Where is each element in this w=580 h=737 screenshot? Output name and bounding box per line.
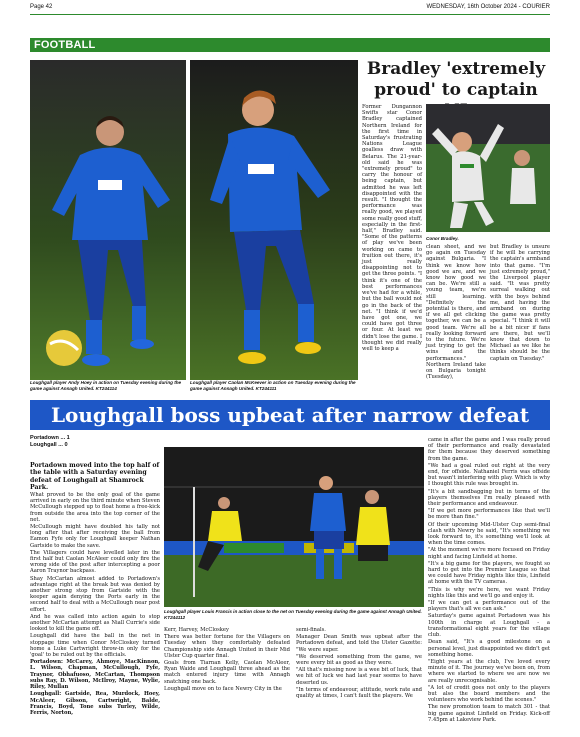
paragraph: Saturday's game against Portadown was his 100th in charge at Loughgall - a transformational eight years for the village club. (428, 613, 550, 639)
section-bar (30, 38, 550, 52)
story2-column-3 (296, 627, 422, 737)
paragraph: Of their upcoming Mid-Ulster Cup semi-final clash with Newry he said, "It's something we look forward to, it's something we'll look at when the time comes. (428, 521, 550, 547)
story1-headline: Bradley 'extremely proud' to captain (366, 59, 546, 100)
lineup-loughgall: Loughgall: Gartside, Rea, Murdock, Hoey, McAleer, Gibson, Cartwright, Balde, Francis, Boyd, Tone subs Turley, Wilde, Ferris, Norton, (30, 691, 160, 716)
paragraph: The Villagers could have levelled later in the first half but Caolan McAleer could only fire the wrong side of the post after intercepting a poor Aaron Traynor backpass. (30, 549, 160, 575)
story1-column-1: Former Dungannon Swifts star Conor Bradley captained Northern Ireland for the first time in Saturday's frustrating Nations League goalless draw with Belarus. The 21-year-old said he was "extremely proud" to carry the honour of being captain, but admitted he was left disappointed with the result. "I thought the performance was really good, we played some really good stuff, especially in the first-half," Bradley said. "Some of the patterns of play we've been working on came to fruition out there, it's just really disappointing not to get the three points. "I think it's one of the best performances we've had for a while, but the ball would not go in the back of the net. "I think if we'd have got one, we could have got three or four. At least we didn't lose the game. I thought we did really well to keep a (362, 104, 422, 352)
story1-column-2: clean sheet, and we go again on Tuesday against Bulgaria. "I think we know how good we are, and we know how good we can be. We're still a young team, we're still learning. "Definitely the potential is there, and if we all get clicking together, we can be a good team. We're all really looking forward to the future. We're just trying to get the wins and the performances." Northern Ireland take on Bulgaria tonight (Tuesday), (426, 244, 486, 381)
story2-headline: Loughgall boss upbeat after narrow defeat (50, 403, 530, 427)
photo-caolan-mckeever (190, 60, 358, 380)
paragraph: Dean said, "It's a good milestone on a personal level, just disappointed we didn't get something home. (428, 639, 550, 658)
score-loughgall: Loughgall ... 0 (30, 442, 68, 448)
section-label: FOOTBALL (34, 39, 96, 51)
paragraph: "If we can get a performance out of the players that's all we can ask." (428, 600, 550, 613)
paragraph: Loughgall did have the ball in the net in stoppage time when Conor McCloskey turned home a Luke Cartwright throw-in only for the 'goal' to be ruled out by the officials. (30, 633, 160, 659)
score-portadown: Portadown ... 1 (30, 435, 70, 441)
story2-column-1 (30, 492, 160, 737)
paragraph: "In terms of endeavour, attitude, work rate and quality at times, I can't fault the players. We (296, 686, 422, 700)
photo-conor-bradley (426, 104, 550, 232)
paragraph: "It's a big game for the players, we fought so hard to get into the Premier League so that we could have Friday nights like this, Linfield at home with the TV cameras. (428, 560, 550, 586)
story2-column-2 (164, 627, 290, 737)
paragraph: semi-finals. (296, 627, 326, 633)
paragraph: And he was called into action again to stop another McCartan attempt as Niall Currie's side looked to kill the game off. (30, 613, 160, 633)
paragraph: "This is why we're here, we want Friday nights like this and we'll go and enjoy it. (428, 586, 550, 599)
paragraph: "Eight years at the club, I've loved every minute of it. The journey we've been on, from where we started to where we are now we are really unrecognisable. (428, 658, 550, 684)
paragraph: Manager Dean Smith was upbeat after the Portadown defeat, and told the Ulster Gazette: "We were super. (296, 634, 422, 653)
paragraph: Shay McCartan almost added to Portadown's advantage right at the break but was denied by another strong stop from Gartside with the keeper again denying the Ports early in the second half to deal with a McCullough near post effort. (30, 575, 160, 613)
caption-conor-bradley: Conor Bradley. (426, 236, 459, 241)
paragraph: "All that's missing now is a wee bit of luck, that we hit of luck we had last year seems to have deserted us. (296, 667, 422, 686)
paragraph: Loughgall move on to face Newry City in the (164, 685, 282, 692)
story2-headline-banner (30, 400, 550, 430)
page-header (30, 4, 550, 14)
date-line: WEDNESDAY, 16th October 2024 - COURIER (426, 4, 550, 10)
photo-louis-francis (164, 447, 424, 607)
header-rule (30, 14, 550, 15)
paragraph: "A lot of credit goes not only to the players but also the board members and the volunteers who work behind the scenes." (428, 684, 550, 704)
paragraph: Kerr, Harvey, McCloskey (164, 627, 229, 633)
caption-louis-francis: Loughgall player Louis Francis in action close to the net on Tuesday evening during the game against Annagh United. KT244112 (164, 609, 422, 620)
story2-column-4 (428, 437, 550, 737)
scoreline (30, 435, 150, 449)
paragraph: The new promotion team to match 301 - that big game against Linfield on Friday. Kick-off 7.45pm at Lakeview Park. (428, 704, 550, 723)
photo-andy-hoey (30, 60, 186, 380)
paragraph: "We had a goal ruled out right at the very end, for offside. Nathaniel Ferris was offside but wasn't interfering with play. Which is why I thought this rule was brought in. (428, 462, 550, 488)
paragraph: "We deserved something from the game, we were every bit as good as they were. (296, 653, 422, 667)
paragraph: came in after the game and I was really proud of their performance and really devastated for them because they deserved something from the game. (428, 437, 550, 462)
paragraph: What proved to be the only goal of the game arrived in early on the third minute when Steven McCullough stepped up to float home a free-kick from outside the area into the top corner of the net. (30, 492, 160, 523)
paragraph: "If we get more performances like that we'll be more than fine." (428, 508, 550, 521)
paragraph: McCullough might have doubled his tally not long after that after receiving the ball from Eamon Fyfe only for Loughgall keeper Nathan Gartside to make the save. (30, 524, 160, 549)
story1-column-3: but Bradley is unsure if he will be carrying the captain's armband into that game. "I'm just extremely proud," the Liverpool player said. "It was pretty surreal walking out with the boys behind me, and having the armband on during the game was pretty special. "I think it will be a bit nicer if fans are there, but we'll know that down to Michael as we like he thinks should be the captain on Tuesday." (490, 244, 550, 362)
paragraph: "At the moment we're more focused on Friday night and facing Linfield at home. (428, 547, 550, 560)
paragraph: Goals from Tiarnan Kelly, Caolan McAleer, Ryan Waide and Loughgall three ahead as the match entered injury time with Annagh snatching one back. (164, 660, 290, 685)
caption-caolan-mckeever: Loughgall player Caolan McKeever in action on Tuesday evening during the game against Annagh United. KT244111 (190, 380, 356, 391)
paragraph: There was better fortune for the Villagers on Tuesday when they comfortably defeated Championship side Annagh United in their Mid Ulster Cup quarter final. (164, 634, 290, 659)
caption-andy-hoey: Loughgall player Andy Hoey in action on Tuesday evening during the game against Annagh United. KT244114 (30, 380, 182, 391)
lineup-portadown: Portadown: McCarey, Ahmoye, MacKinnon, L. Wilson, Chapman, McCullough, Fyfe, Traynor, Obhafuoso, McCartan, Thompson subs Ray, D. Wilson, McIlroy, Mayne, Wylie, Riley, Mullan (30, 659, 160, 691)
page-number: Page 42 (30, 4, 53, 10)
story2-lead: Portadown moved into the top half of the table with a Saturday evening defeat of Loughgall at Shamrock Park. (30, 462, 160, 492)
paragraph: "It's a bit sandbagging but in terms of the players themselves I'm really pleased with their performance and endeavour. (428, 488, 550, 508)
